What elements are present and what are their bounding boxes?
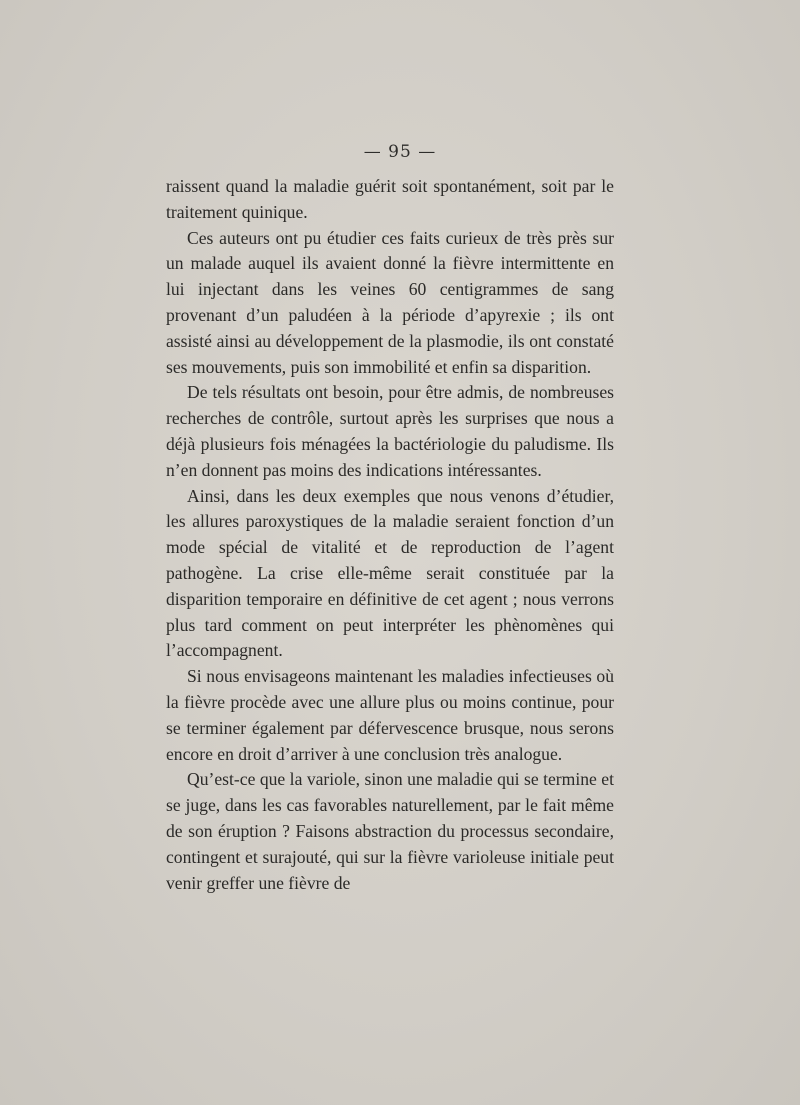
paragraph-continued: Qu’est-ce que la variole, sinon une maladie qui se termine et se juge, dans les cas favorables naturellement, par le fait même de son éruption ? Faisons abstraction du processus secondaire, contingent et surajouté, qui sur la fièvre varioleuse initiale peut venir greffer une fièvre de [166, 769, 614, 893]
paragraph: De tels résultats ont besoin, pour être admis, de nombreuses recherches de contrôle, surtout après les surprises que nous a déjà plusieurs fois ménagées la bactériologie du paludisme. Ils n’en donnent pas moins des indications intéressantes. [166, 382, 614, 480]
paragraph: Ainsi, dans les deux exemples que nous venons d’étudier, les allures paroxystiques de la maladie seraient fonction d’un mode spécial de vitalité et de reproduction de l’agent pathogène. La crise elle-même serait constituée par la disparition temporaire en définitive de cet agent ; nous verrons plus tard comment on peut interpréter les phènomènes qui l’accompagnent. [166, 485, 614, 661]
paragraph: Si nous envisageons maintenant les maladies infectieuses où la fièvre procède avec une allure plus ou moins continue, pour se terminer également par défervescence brusque, nous serons encore en droit d’arriver à une conclusion très analogue. [166, 666, 614, 764]
paragraph-continuation: raissent quand la maladie guérit soit spontanément, soit par le traitement quinique. [166, 176, 614, 222]
page-number: — 95 — [363, 142, 437, 162]
body-text [166, 174, 614, 896]
paragraph: Ces auteurs ont pu étudier ces faits curieux de très près sur un malade auquel ils avaient donné la fièvre intermittente en lui injectant dans les veines 60 centigrammes de sang provenant d’un paludéen à la période d’apyrexie ; ils ont assisté ainsi au développement de la plasmodie, ils ont constaté ses mouvements, puis son immobilité et enfin sa disparition. [166, 227, 614, 377]
